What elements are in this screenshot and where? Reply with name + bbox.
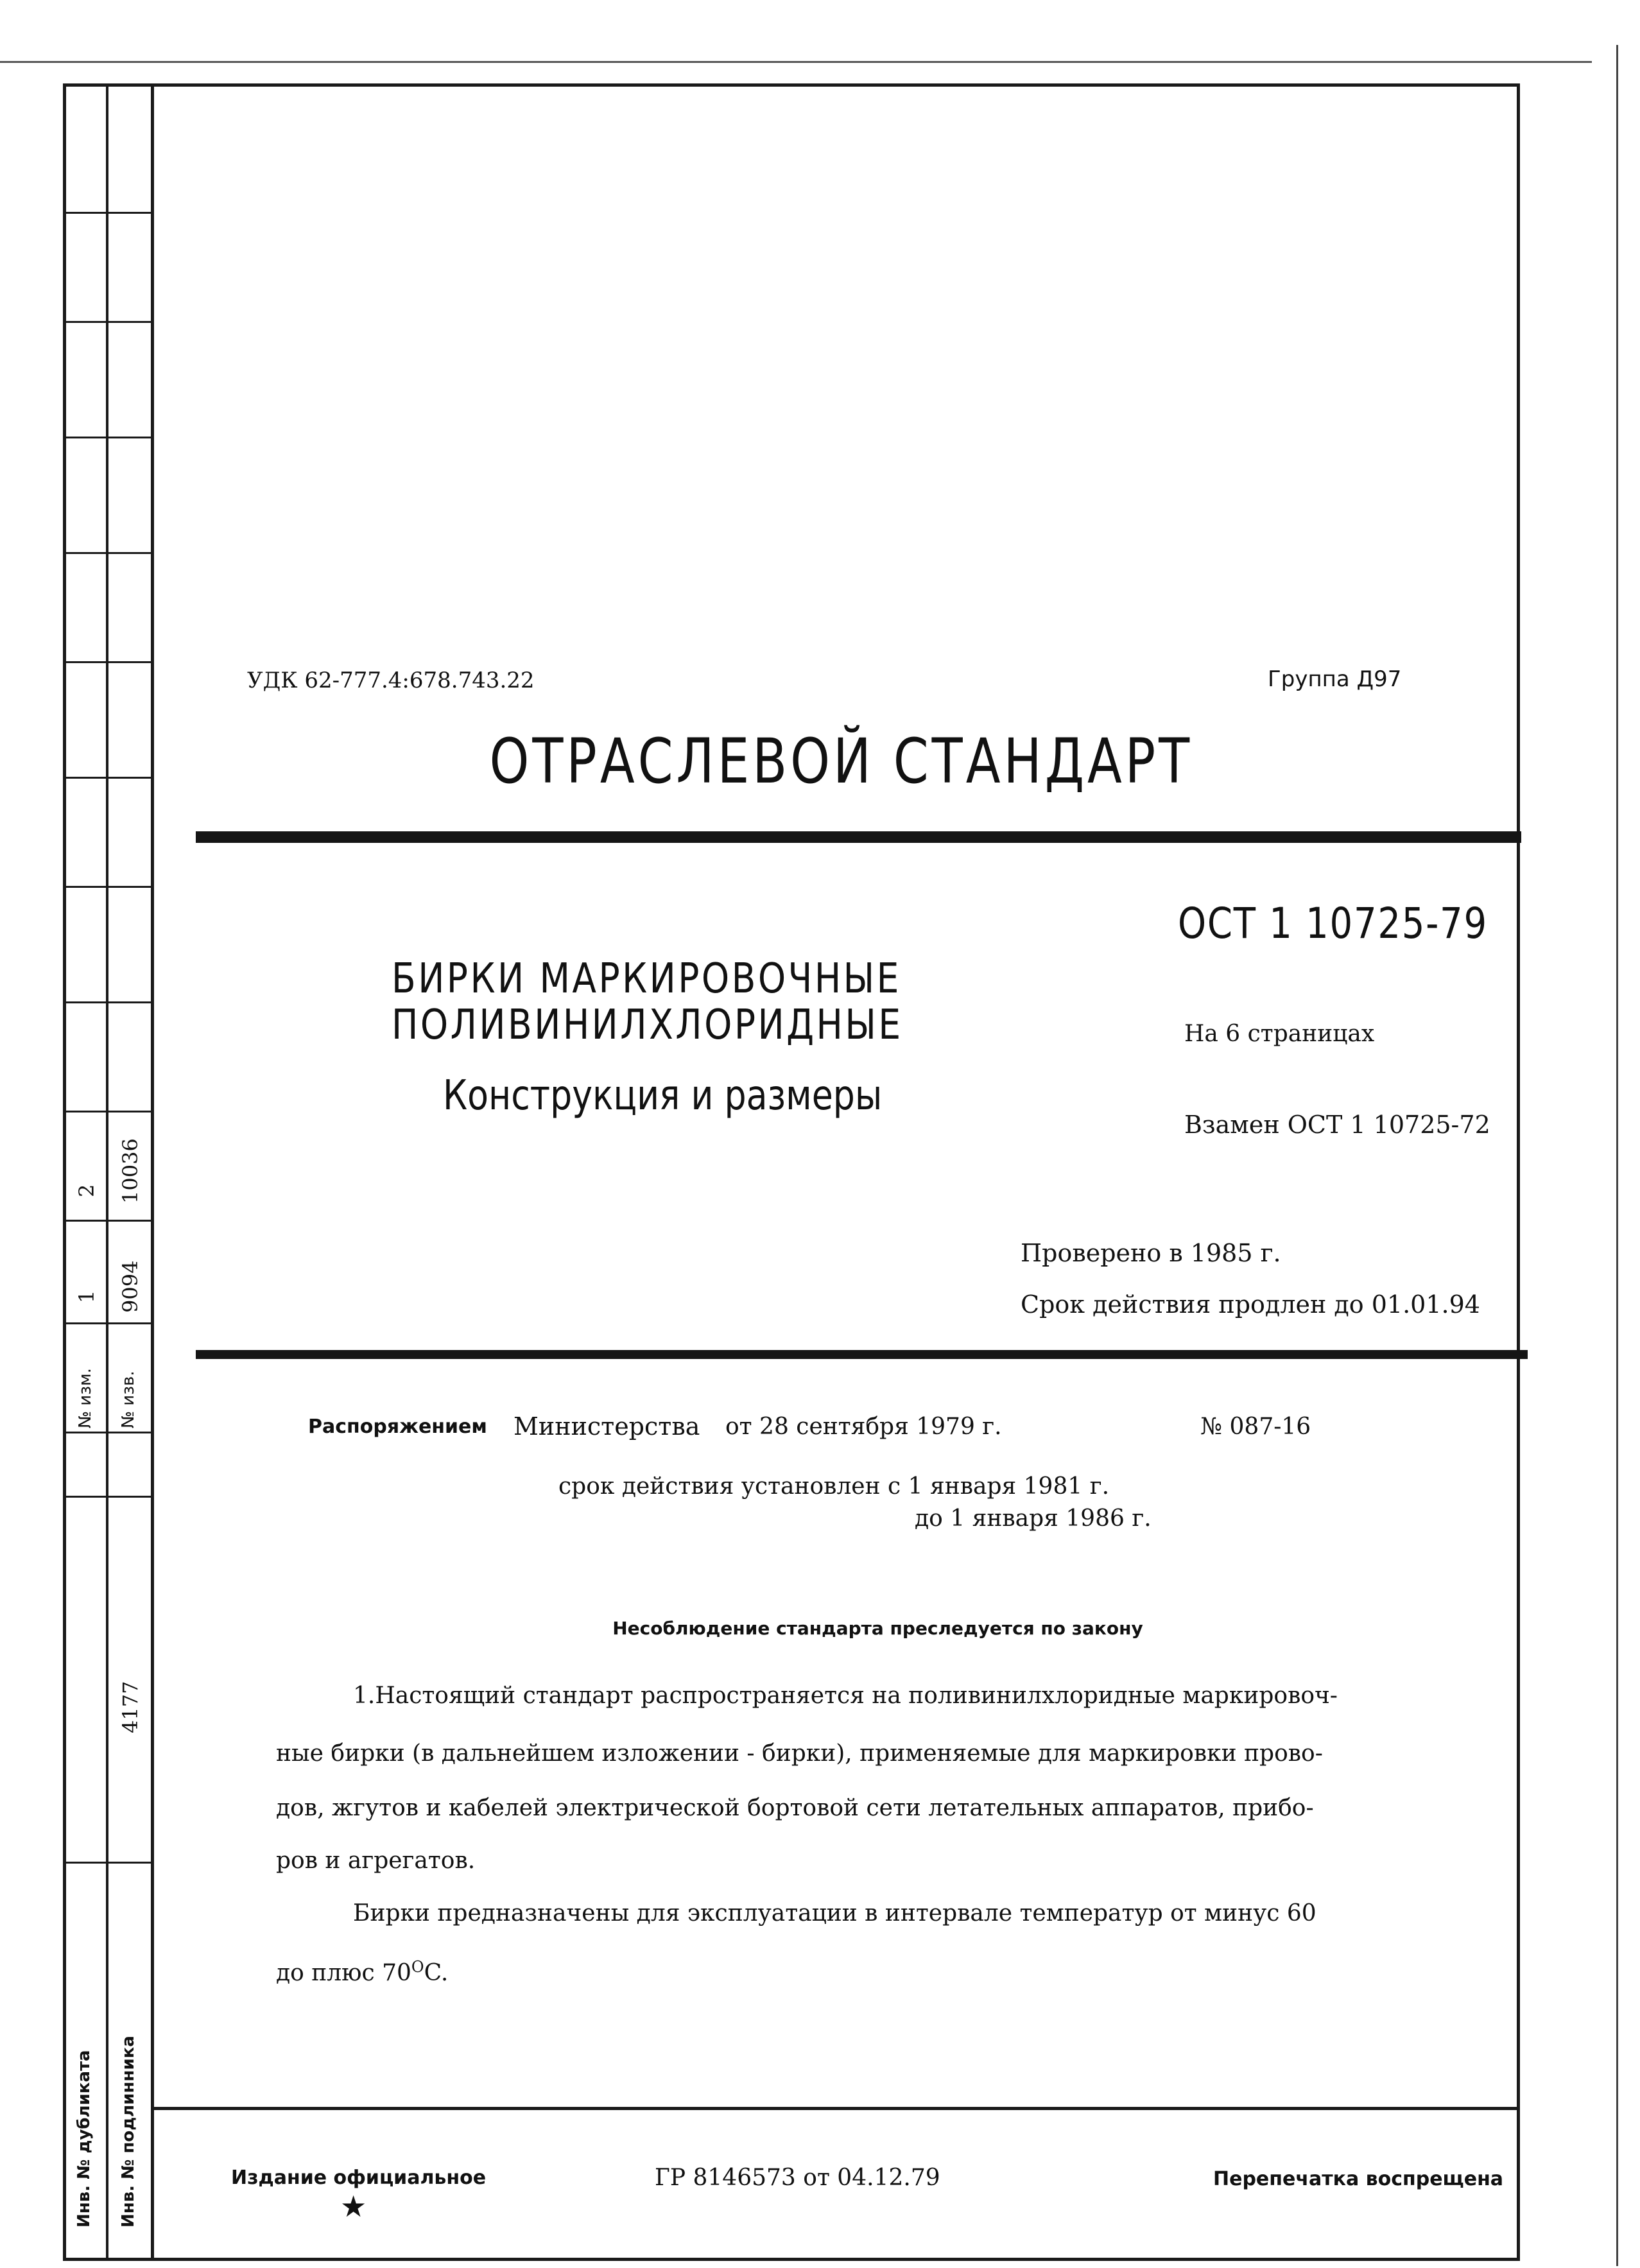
paragraph1-line4: ров и агрегатов. — [276, 1848, 476, 1874]
paragraph2-line1: Бирки предназначены для эксплуатации в интервале температур от минус 60 — [353, 1900, 1316, 1926]
margin-column-divider-1 — [106, 83, 108, 2261]
udk-code: УДК 62-777.4:678.743.22 — [247, 668, 535, 693]
replaces-standard: Взамен ОСТ 1 10725-72 — [1184, 1111, 1490, 1139]
thick-rule-bottom — [196, 1350, 1528, 1359]
inv-original-number: 4177 — [118, 1681, 142, 1733]
edition-star-icon: ★ — [340, 2189, 367, 2224]
margin-cell-line — [63, 777, 154, 779]
margin-cell-line — [63, 212, 154, 214]
margin-cell-line — [63, 1322, 154, 1324]
paragraph2-line2-unit: C. — [424, 1960, 449, 1986]
order-term-to: до 1 января 1986 г. — [915, 1505, 1152, 1532]
order-ministry: Министерства — [514, 1412, 700, 1441]
footer-divider — [154, 2107, 1520, 2110]
margin-cell-line — [63, 661, 154, 663]
margin-column-divider-2 — [151, 83, 154, 2261]
registration-number: ГР 8146573 от 04.12.79 — [655, 2165, 940, 2191]
group-code: Группа Д97 — [1268, 666, 1402, 692]
margin-cell-line — [63, 552, 154, 554]
paragraph1-line3: дов, жгутов и кабелей электрической бортовой сети летательных аппаратов, прибо- — [276, 1795, 1314, 1821]
paragraph1-line1: 1.Настоящий стандарт распространяется на поливинилхлоридные маркировоч- — [353, 1683, 1338, 1709]
dup-label: Инв. № дубликата — [74, 2050, 94, 2228]
official-edition: Издание официальное — [231, 2167, 487, 2189]
page-frame — [63, 83, 1520, 2261]
degree-sign: O — [411, 1958, 424, 1976]
margin-cell-line — [63, 1220, 154, 1222]
extended-note: Срок действия продлен до 01.01.94 — [1021, 1290, 1480, 1319]
order-date: от 28 сентября 1979 г. — [725, 1414, 1002, 1440]
standard-subtitle: Конструкция и размеры — [443, 1072, 883, 1120]
izv-1: 9094 — [118, 1260, 142, 1313]
margin-cell-line — [63, 1432, 154, 1433]
margin-cell-line — [63, 1862, 154, 1864]
order-number: № 087-16 — [1200, 1414, 1311, 1440]
right-scan-edge — [1616, 45, 1618, 2266]
margin-cell-line — [63, 1111, 154, 1112]
top-scan-edge — [0, 61, 1592, 63]
document-main-title: ОТРАСЛЕВОЙ СТАНДАРТ — [489, 725, 1193, 797]
standard-title-line1: БИРКИ МАРКИРОВОЧНЫЕ — [392, 955, 901, 1003]
izv-label: № изв. — [119, 1371, 138, 1428]
izv-2: 10036 — [118, 1138, 142, 1204]
standard-code: ОСТ 1 10725-79 — [1178, 899, 1488, 948]
margin-cell-line — [63, 886, 154, 888]
thick-rule-top — [196, 831, 1521, 843]
margin-cell-line — [63, 1001, 154, 1003]
paragraph2-line2-text: до плюс 70 — [276, 1960, 411, 1986]
order-term-from: срок действия установлен с 1 января 1981 г. — [558, 1473, 1110, 1500]
izm-1: 1 — [74, 1290, 99, 1303]
order-word: Распоряжением — [308, 1415, 487, 1438]
margin-cell-line — [63, 321, 154, 323]
paragraph1-line2: ные бирки (в дальнейшем изложении - бирки), применяемые для маркировки прово- — [276, 1740, 1323, 1767]
reprint-forbidden: Перепечатка воспрещена — [1213, 2168, 1504, 2190]
law-warning: Несоблюдение стандарта преследуется по закону — [612, 1618, 1143, 1639]
standard-title-line2: ПОЛИВИНИЛХЛОРИДНЫЕ — [392, 1001, 903, 1049]
orig-label: Инв. № подлинника — [119, 2036, 138, 2228]
checked-note: Проверено в 1985 г. — [1021, 1239, 1281, 1267]
izm-label: № изм. — [76, 1368, 95, 1428]
paragraph2-line2 — [276, 1952, 1463, 1989]
page-count: На 6 страницах — [1184, 1021, 1375, 1047]
izm-2: 2 — [74, 1184, 99, 1197]
margin-cell-line — [63, 437, 154, 438]
margin-cell-line — [63, 1496, 154, 1498]
